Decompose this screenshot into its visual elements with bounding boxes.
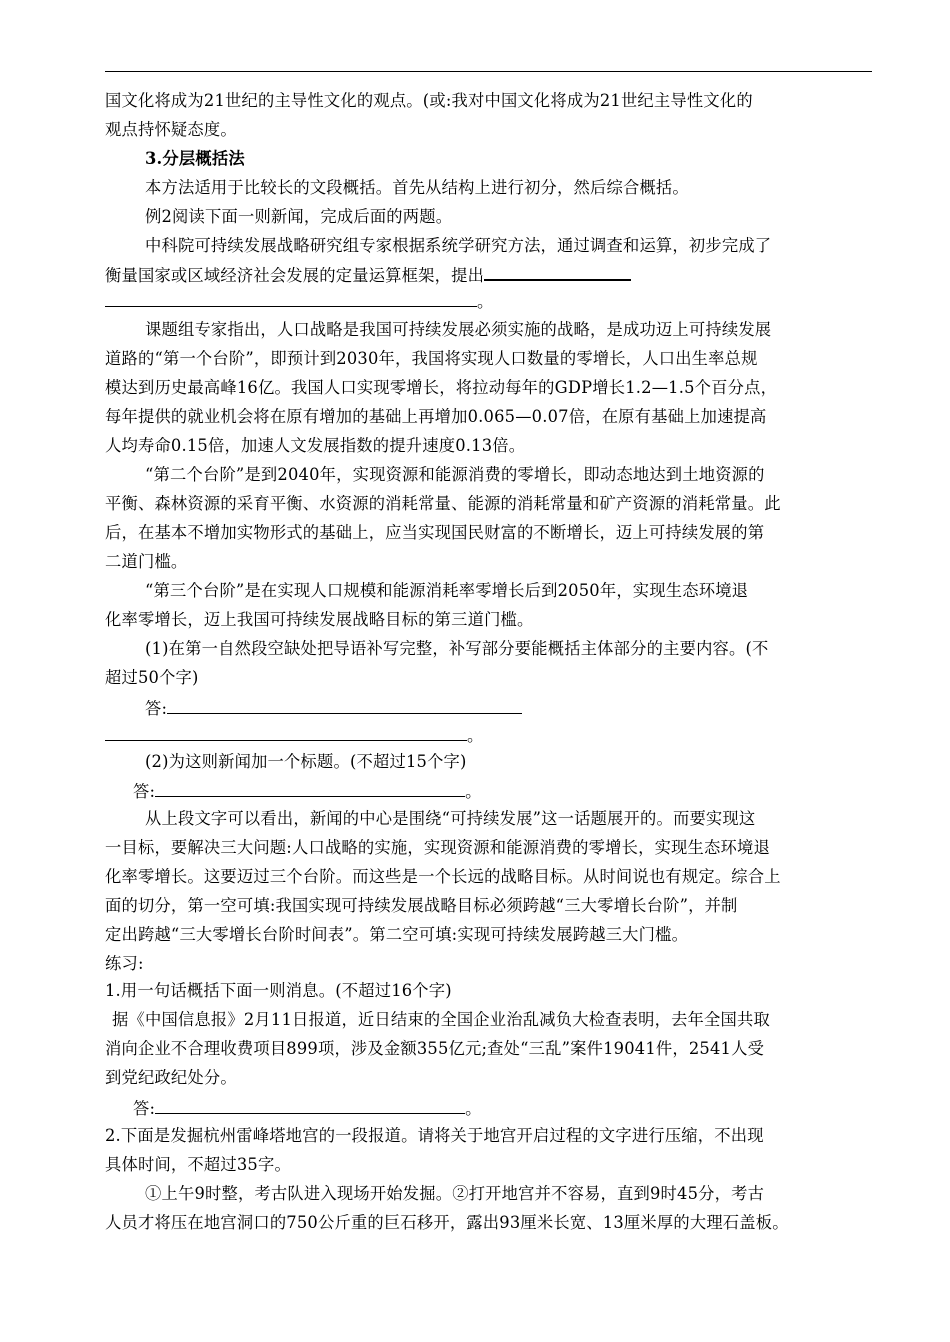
answer-blank — [105, 724, 467, 741]
blank-line — [105, 724, 483, 746]
text-line: 练习: — [105, 954, 144, 973]
text-line-with-blank — [105, 263, 631, 286]
answer-blank — [484, 263, 631, 281]
text-line: 课题组专家指出，人口战略是我国可持续发展必须实施的战略，是成功迈上可持续发展 — [145, 320, 772, 339]
text-line: 人均寿命0.15倍，加速人文发展指数的提升速度0.13倍。 — [105, 436, 526, 455]
question-line: (2)为这则新闻加一个标题。(不超过15个字) — [145, 752, 467, 771]
section-heading: 3.分层概括法 — [145, 149, 245, 168]
text-line: 二道门槛。 — [105, 552, 188, 571]
answer-line — [133, 1097, 482, 1119]
period: 。 — [477, 292, 494, 311]
answer-label: 答: — [133, 782, 156, 801]
text-line: 每年提供的就业机会将在原有增加的基础上再增加0.065—0.07倍，在原有基础上加速提高 — [105, 407, 767, 426]
text-line: 具体时间，不超过35字。 — [105, 1155, 291, 1174]
text-line: 道路的“第一个台阶”，即预计到2030年，我国将实现人口数量的零增长，人口出生率总规 — [105, 349, 758, 368]
answer-blank — [155, 1097, 465, 1114]
text-line: 从上段文字可以看出，新闻的中心是围绕“可持续发展”这一话题展开的。而要实现这 — [145, 809, 756, 828]
text-line: 中科院可持续发展战略研究组专家根据系统学研究方法，通过调查和运算，初步完成了 — [145, 236, 772, 255]
text-line: 化率零增长，迈上我国可持续发展战略目标的第三道门槛。 — [105, 610, 534, 629]
blank-line — [105, 290, 493, 312]
text-line: 后，在基本不增加实物形式的基础上，应当实现国民财富的不断增长，迈上可持续发展的第 — [105, 523, 765, 542]
text: 衡量国家或区域经济社会发展的定量运算框架，提出 — [105, 266, 485, 285]
text-line: 平衡、森林资源的采育平衡、水资源的消耗常量、能源的消耗常量和矿产资源的消耗常量。此 — [105, 494, 781, 513]
answer-line — [133, 780, 482, 802]
text-line: 面的切分，第一空可填:我国实现可持续发展战略目标必须跨越“三大零增长台阶”，并制 — [105, 896, 738, 915]
exercise-line: 1.用一句话概括下面一则消息。(不超过16个字) — [105, 981, 452, 1000]
text-line: 超过50个字) — [105, 668, 199, 687]
text-line: 观点持怀疑态度。 — [105, 120, 237, 139]
text-line: 国文化将成为21世纪的主导性文化的观点。(或:我对中国文化将成为21世纪主导性文化的 — [105, 91, 753, 110]
text-line: 定出跨越“三大零增长台阶时间表”。第二空可填:实现可持续发展跨越三大门槛。 — [105, 925, 689, 944]
period: 。 — [465, 1099, 482, 1118]
text-line: 人员才将压在地宫洞口的750公斤重的巨石移开，露出93厘米长宽、13厘米厚的大理石盖板。 — [105, 1213, 789, 1232]
text-line: 消向企业不合理收费项目899项，涉及金额355亿元;查处“三乱”案件19041件，2541人受 — [105, 1039, 765, 1058]
text-line: ①上午9时整，考古队进入现场开始发掘。②打开地宫并不容易，直到9时45分，考古 — [145, 1184, 765, 1203]
period: 。 — [467, 726, 484, 745]
answer-line — [145, 697, 522, 719]
text-line: “第二个台阶”是到2040年，实现资源和能源消费的零增长，即动态地达到土地资源的 — [145, 465, 765, 484]
text-line: 化率零增长。这要迈过三个台阶。而这些是一个长远的战略目标。从时间说也有规定。综合上 — [105, 867, 781, 886]
answer-blank — [167, 697, 522, 714]
text-line: 到党纪政纪处分。 — [105, 1068, 237, 1087]
answer-label: 答: — [133, 1099, 156, 1118]
header-rule — [105, 71, 872, 72]
exercise-line: 2.下面是发掘杭州雷峰塔地宫的一段报道。请将关于地宫开启过程的文字进行压缩，不出现 — [105, 1126, 764, 1145]
text-line: 一目标，要解决三大问题:人口战略的实施，实现资源和能源消费的零增长，实现生态环境退 — [105, 838, 770, 857]
text-line: 本方法适用于比较长的文段概括。首先从结构上进行初分，然后综合概括。 — [145, 178, 689, 197]
answer-label: 答: — [145, 699, 168, 718]
text-line: “第三个台阶”是在实现人口规模和能源消耗率零增长后到2050年，实现生态环境退 — [145, 581, 749, 600]
text-line: 例2阅读下面一则新闻，完成后面的两题。 — [145, 207, 453, 226]
text-line: 据《中国信息报》2月11日报道，近日结束的全国企业治乱减负大检查表明，去年全国共取 — [112, 1010, 770, 1029]
answer-blank — [105, 290, 477, 307]
text-line: 模达到历史最高峰16亿。我国人口实现零增长，将拉动每年的GDP增长1.2—1.5个百分点， — [105, 378, 778, 397]
period: 。 — [465, 782, 482, 801]
question-line: (1)在第一自然段空缺处把导语补写完整，补写部分要能概括主体部分的主要内容。(不 — [145, 639, 769, 658]
answer-blank — [155, 780, 465, 797]
